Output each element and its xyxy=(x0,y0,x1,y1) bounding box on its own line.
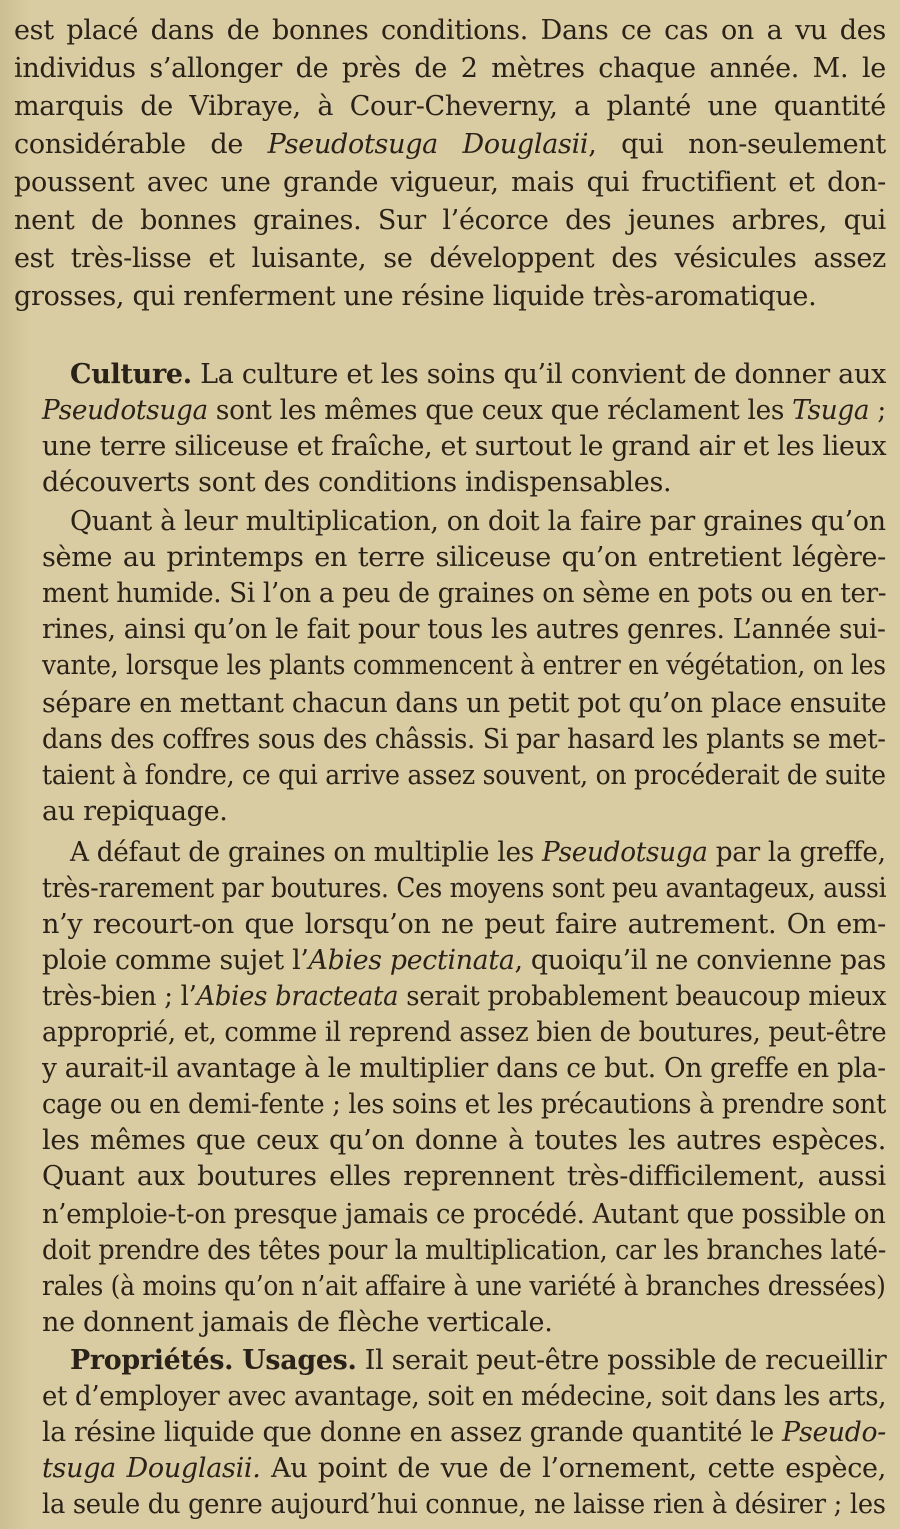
text-line: rines, ainsi qu’on le fait pour tous les autres genres. L’année sui- xyxy=(42,614,886,645)
text-line: très-rarement par boutures. Ces moyens sont peu avantageux, aussi xyxy=(42,873,887,904)
text-span: La culture et les soins qu’il convient de donner aux xyxy=(191,359,886,390)
text-line: Quant à leur multiplication, on doit la faire par graines qu’on xyxy=(70,506,886,537)
text-line xyxy=(42,944,886,978)
italic-species-name: Abies pectinata xyxy=(308,945,515,976)
italic-genus-name: Pseudotsuga xyxy=(541,837,708,868)
text-line: nent de bonnes graines. Sur l’écorce des jeunes arbres, qui xyxy=(14,205,886,236)
text-span: très-bien ; l’ xyxy=(42,981,197,1012)
text-line: cage ou en demi-fente ; les soins et les précautions à prendre sont xyxy=(42,1089,886,1120)
text-line: doit prendre des têtes pour la multiplication, car les branches laté- xyxy=(42,1235,886,1266)
text-span: considérable de xyxy=(14,129,268,160)
text-line: une terre siliceuse et fraîche, et surtout le grand air et les lieux xyxy=(42,431,887,462)
section-heading-culture: Culture. xyxy=(70,359,192,390)
text-span: sont les mêmes que ceux que réclament les xyxy=(207,395,793,426)
text-span: ; xyxy=(869,395,886,426)
text-line: ment humide. Si l’on a peu de graines on sème en pots ou en ter- xyxy=(42,578,887,609)
text-line: découverts sont des conditions indispensables. xyxy=(42,467,672,498)
text-line: taient à fondre, ce qui arrive assez souvent, on procéderait de suite xyxy=(42,760,886,791)
italic-species-name: Abies bracteata xyxy=(196,981,399,1012)
text-line: au repiquage. xyxy=(42,796,228,827)
text-span: Au point de vue de l’ornement, cette espèce, xyxy=(260,1453,886,1484)
text-span: , quoiqu’il ne convienne pas xyxy=(514,945,887,976)
text-line: n’y recourt-on que lorsqu’on ne peut faire autrement. On em- xyxy=(42,909,886,940)
text-line xyxy=(42,1452,886,1486)
text-line: dans des coffres sous des châssis. Si par hasard les plants se met- xyxy=(42,724,886,755)
text-line: y aurait-il avantage à le multiplier dans ce but. On greffe en pla- xyxy=(42,1053,886,1084)
text-line: individus s’allonger de près de 2 mètres chaque année. M. le xyxy=(14,53,886,84)
text-line: est placé dans de bonnes conditions. Dans ce cas on a vu des xyxy=(14,15,886,46)
text-line: poussent avec une grande vigueur, mais qui fructifient et don- xyxy=(14,167,886,198)
italic-genus-name: Tsuga xyxy=(792,395,870,426)
text-line xyxy=(42,980,886,1014)
italic-species-name: Pseudo- xyxy=(782,1417,886,1448)
text-line: grosses, qui renferment une résine liquide très-aromatique. xyxy=(14,281,817,312)
text-span: la résine liquide que donne en assez grande quantité le xyxy=(42,1417,783,1448)
text-span: ploie comme sujet l’ xyxy=(42,945,309,976)
text-line: sépare en mettant chacun dans un petit pot qu’on place ensuite xyxy=(42,688,887,719)
text-line: vante, lorsque les plants commencent à entrer en végétation, on les xyxy=(42,650,886,681)
text-line: la seule du genre aujourd’hui connue, ne laisse rien à désirer ; les xyxy=(42,1489,886,1520)
text-line: les mêmes que ceux qu’on donne à toutes les autres espèces. xyxy=(42,1125,886,1156)
text-line: sème au printemps en terre siliceuse qu’on entretient légère- xyxy=(42,542,886,573)
proprietes-paragraph-start xyxy=(70,1344,886,1378)
text-line: Quant aux boutures elles reprennent très-difficilement, aussi xyxy=(42,1161,886,1192)
italic-species-name: tsuga Douglasii. xyxy=(42,1453,261,1484)
text-line: marquis de Vibraye, à Cour-Cheverny, a planté une quantité xyxy=(14,91,886,122)
text-line: n’emploie-t-on presque jamais ce procédé. Autant que possible on xyxy=(42,1199,886,1230)
section-heading-proprietes: Propriétés. Usages. xyxy=(70,1345,357,1376)
text-line xyxy=(42,1416,886,1450)
text-span: par la greffe, xyxy=(707,837,886,868)
text-line xyxy=(70,836,886,870)
text-line: approprié, et, comme il reprend assez bien de boutures, peut-être xyxy=(42,1017,887,1048)
text-line xyxy=(42,394,886,428)
text-line: et d’employer avec avantage, soit en médecine, soit dans les arts, xyxy=(42,1381,887,1412)
text-span: Il serait peut-être possible de recueillir xyxy=(356,1345,887,1376)
text-line xyxy=(14,128,886,162)
text-span: A défaut de graines on multiplie les xyxy=(70,837,542,868)
text-line: rales (à moins qu’on n’ait affaire à une variété à branches dressées) xyxy=(42,1271,886,1302)
culture-paragraph-start xyxy=(70,358,886,392)
italic-genus-name: Pseudotsuga xyxy=(42,395,208,426)
text-line: est très-lisse et luisante, se développent des vésicules assez xyxy=(14,243,886,274)
italic-species-name: Pseudotsuga Douglasii xyxy=(267,129,589,160)
text-span: , qui non-seulement xyxy=(588,129,886,160)
text-span: serait probablement beaucoup mieux xyxy=(398,981,887,1012)
text-line: ne donnent jamais de flèche verticale. xyxy=(42,1307,553,1338)
